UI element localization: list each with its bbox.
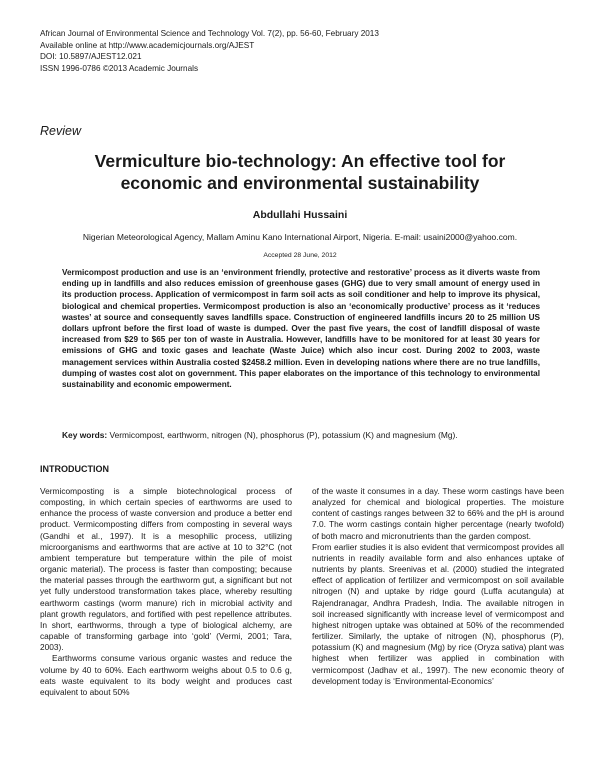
article-type: Review xyxy=(40,124,81,138)
paper-title xyxy=(40,150,560,194)
paragraph: From earlier studies it is also evident that vermicompost provides all nutrients in readily available form and also enhances uptake of nutrients by plants. Sreenivas et al. (2000) studied the integrated effect of application of fertilizer and vermicompost on soil available nitrogen (N) and uptake by ridge gourd (Luffa acutangula) at Rajendranagar, Andhra Pradesh, India. The available nitrogen in soil increased significantly with increase level of vermicompost and highest nitrogen uptake was obtained at 50% of the recommended fertilizer. Similarly, the uptake of nitrogen (N), phosphorus (P), potassium (K) and magnesium (Mg) by rice (Oryza sativa) plant was highest when fertilizer was applied in combination with vermicompost (Jadhav et al., 1997). The new economic theory of development today is ‘Environmental-Economics’ xyxy=(312,541,564,686)
keywords-text: Vermicompost, earthworm, nitrogen (N), phosphorus (P), potassium (K) and magnesium (Mg). xyxy=(109,430,458,440)
section-heading-introduction: INTRODUCTION xyxy=(40,464,109,474)
body-column-right xyxy=(312,486,564,687)
journal-header xyxy=(40,28,379,74)
author-affiliation: Nigerian Meteorological Agency, Mallam Aminu Kano International Airport, Nigeria. E-mail: usaini2000@yahoo.com. xyxy=(82,232,518,242)
body-column-left xyxy=(40,486,292,698)
paper-title-line-2: economic and environmental sustainability xyxy=(120,173,480,193)
author-name: Abdullahi Hussaini xyxy=(252,209,348,221)
journal-issn: ISSN 1996-0786 ©2013 Academic Journals xyxy=(40,63,199,73)
paragraph: of the waste it consumes in a day. These worm castings have been analyzed for chemical and biological properties. The moisture content of castings ranges between 32 to 66% and the pH is around 7.0. The worm castings contain higher percentage (nearly twofold) of both macro and micronutrients than the garden compost. xyxy=(312,486,564,541)
journal-url: Available online at http://www.academicjournals.org/AJEST xyxy=(40,40,255,50)
journal-citation: African Journal of Environmental Science and Technology Vol. 7(2), pp. 56-60, February 2013 xyxy=(40,29,379,38)
abstract: Vermicompost production and use is an ‘environment friendly, protective and restorative’ process as it diverts waste from ending up in landfills and also reduces emission of greenhouse gases (GHG) due to very small amount of energy used in its production process. Application of vermicompost in farm soil acts as soil conditioner and help to improve its physical, biological and chemical properties. Vermicompost production is also an ‘economically productive’ process as it ‘reduces wastes’ at source and consequently saves landfills space. Construction of engineered landfills incurs 20 to 25 million US dollars upfront before the first load of waste is dumped. Over the past five years, the cost of landfill disposal of waste increased from $29 to $65 per ton of waste in Australia. However, landfills have to be monitored for at least 30 years for emissions of GHG and toxic gases and leachate (Waste Juice) which also incur cost. During 2002 to 2003, waste management services within Australia costed $2458.2 million. Even in developing nations where there are no true landfills, dumping of wastes cost alot on government. This paper elaborates on the importance of this technology to environmental sustainability and economic empowerment. xyxy=(62,268,540,390)
paragraph: Earthworms consume various organic wastes and reduce the volume by 40 to 60%. Each earthworm weighs about 0.5 to 0.6 g, eats waste equivalent to its body weight and produces cast equivalent to about 50% xyxy=(40,653,292,697)
paragraph: Vermicomposting is a simple biotechnological process of composting, in which certain species of earthworms are used to enhance the process of waste conversion and produce a better end product. Vermicomposting differs from composting in several ways (Gandhi et al., 1997). It is a mesophilic process, utilizing microorganisms and earthworms that are active at 10 to 32°C (not ambient temperature but temperature within the pile of moist organic material). The process is faster than composting; because the material passes through the earthworm gut, a significant but not yet fully understood transformation takes place, whereby resulting earthworm castings (worm manure) rich in microbial activity and plant growth regulators, and fortified with pest repellence attributes. In short, earthworms, through a type of biological alchemy, are capable of transforming garbage into ‘gold’ (Vermi, 2001; Tara, 2003). xyxy=(40,486,292,653)
accepted-date: Accepted 28 June, 2012 xyxy=(263,252,337,259)
keywords xyxy=(62,430,540,440)
paper-title-line-1: Vermiculture bio-technology: An effective tool for xyxy=(94,151,506,171)
keywords-label: Key words: xyxy=(62,430,108,440)
journal-doi: DOI: 10.5897/AJEST12.021 xyxy=(40,52,142,61)
